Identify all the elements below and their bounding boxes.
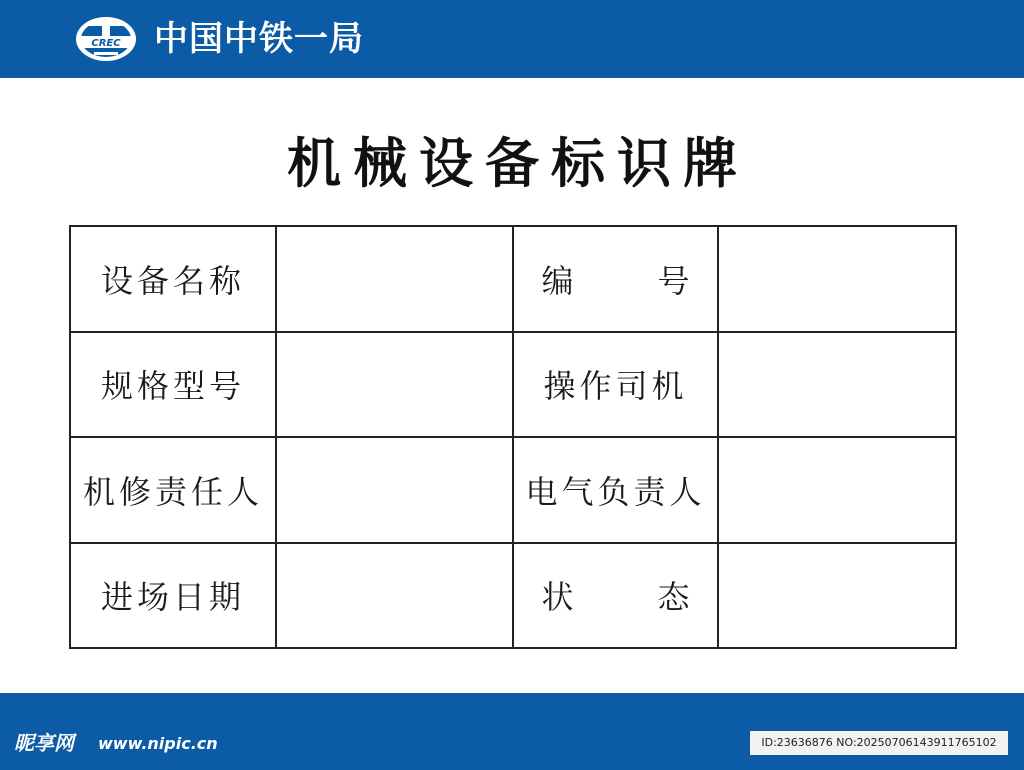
value-spec-model (276, 332, 513, 438)
watermark-url: www.nipic.cn (98, 734, 218, 753)
label-cell (70, 332, 276, 438)
label-cell (70, 543, 276, 649)
crec-logo-icon (74, 14, 138, 64)
header-bar (0, 0, 1024, 78)
label-cell (513, 332, 718, 438)
table-row (70, 543, 956, 649)
logo-text: CREC (91, 38, 121, 49)
label-maintenance-person: 机修责任人 (82, 472, 263, 511)
label-operator: 操作司机 (543, 367, 688, 406)
watermark-brand: 昵享网 (14, 731, 74, 755)
value-entry-date (276, 543, 513, 649)
label-equipment-name: 设备名称 (100, 261, 245, 300)
label-cell (513, 226, 718, 332)
equipment-info-table (69, 225, 957, 649)
value-electrical-person (718, 437, 956, 543)
table-row (70, 226, 956, 332)
value-serial-number (718, 226, 956, 332)
value-operator (718, 332, 956, 438)
image-id-label: ID:23636876 NO:20250706143911765102 (750, 731, 1008, 755)
value-maintenance-person (276, 437, 513, 543)
label-cell (513, 437, 718, 543)
value-status (718, 543, 956, 649)
label-entry-date: 进场日期 (100, 578, 245, 617)
label-cell (513, 543, 718, 649)
company-name: 中国中铁一局 (154, 19, 364, 59)
table-row (70, 332, 956, 438)
label-serial-number: 编 号 (541, 261, 690, 300)
label-cell (70, 437, 276, 543)
label-status: 状 态 (541, 578, 690, 617)
label-spec-model: 规格型号 (100, 367, 245, 406)
value-equipment-name (276, 226, 513, 332)
sign-title: 机械设备标识牌 (287, 131, 749, 195)
label-electrical-person: 电气负责人 (525, 472, 706, 511)
table-row (70, 437, 956, 543)
label-cell (70, 226, 276, 332)
